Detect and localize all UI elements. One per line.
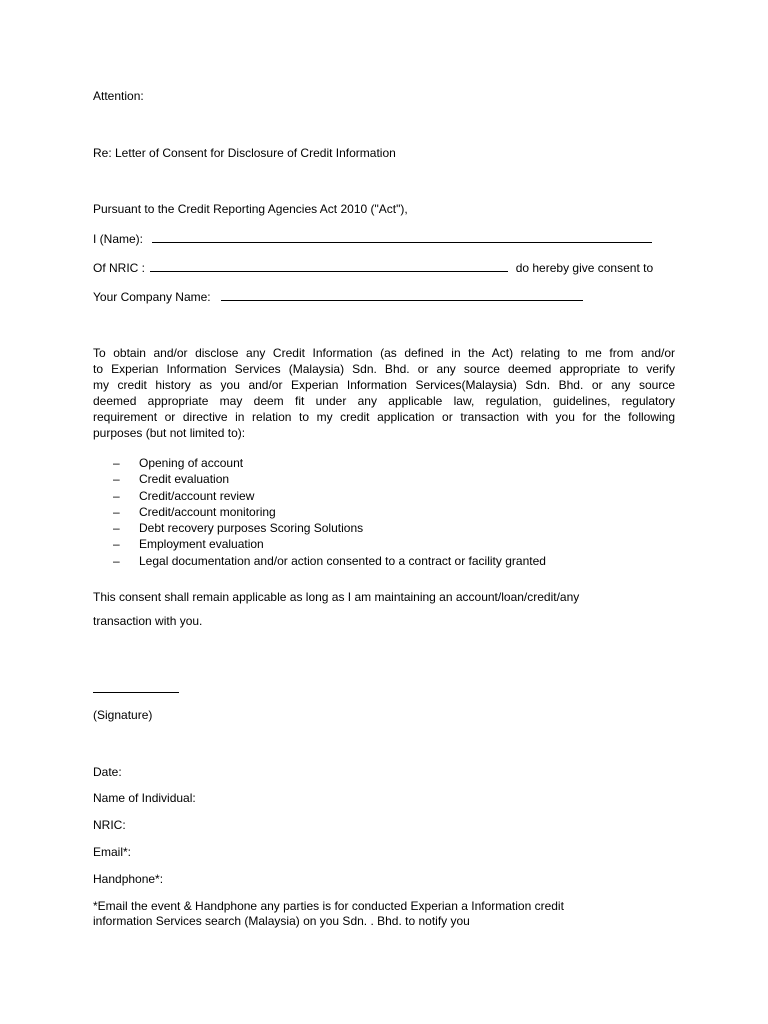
dash-bullet: – — [113, 521, 120, 536]
nric-field-row — [93, 260, 653, 276]
consent-paragraph — [93, 345, 675, 441]
list-item: – Credit/account monitoring — [113, 504, 276, 519]
name-of-individual-label: Name of Individual: — [93, 791, 196, 805]
signature-label: (Signature) — [93, 708, 153, 722]
name-blank-line[interactable] — [152, 231, 652, 243]
email-label: Email*: — [93, 845, 132, 859]
company-field-row — [93, 289, 583, 305]
nric-label: Of NRIC : — [93, 261, 146, 275]
signature-line[interactable] — [93, 692, 179, 693]
footnote-line-2: information Services search (Malaysia) on you Sdn. . Bhd. to notify you — [93, 914, 470, 928]
list-item: – Opening of account — [113, 456, 244, 470]
subject-line: Re: Letter of Consent for Disclosure of Credit Information — [93, 146, 396, 160]
footnote-line-1: *Email the event & Handphone any parties is for conducted Experian a Information credit — [93, 899, 564, 913]
list-item: – Employment evaluation — [113, 537, 264, 552]
paragraph-line: deemed appropriate may deem fit under any applicable law, regulation, guidelines, regulatory — [93, 394, 675, 408]
paragraph-line: my credit history as you and/or Experian Information Services(Malaysia) Sdn. Bhd. or any source — [93, 378, 675, 392]
paragraph-line: to Experian Information Services (Malaysia) Sdn. Bhd. or any source deemed appropriate to verify — [93, 362, 675, 376]
validity-line-1: This consent shall remain applicable as long as I am maintaining an account/loan/credit/any — [93, 590, 580, 604]
list-item: – Credit/account review — [113, 488, 255, 503]
date-label: Date: — [93, 765, 122, 779]
name-label: I (Name): — [93, 232, 144, 246]
company-blank-line[interactable] — [221, 289, 583, 301]
company-label: Your Company Name: — [93, 290, 211, 304]
attention-line: Attention: — [93, 89, 144, 103]
purposes-list — [113, 455, 546, 569]
name-field-row — [93, 231, 652, 247]
handphone-label: Handphone*: — [93, 872, 164, 886]
pursuant-line: Pursuant to the Credit Reporting Agencies Act 2010 ("Act"), — [93, 202, 408, 216]
dash-bullet: – — [113, 504, 120, 519]
dash-bullet: – — [113, 553, 120, 568]
paragraph-line: requirement or directive in relation to my credit application or transaction with you for the following — [93, 410, 675, 424]
consent-phrase: do hereby give consent to — [515, 261, 654, 275]
list-item: – Credit evaluation — [113, 472, 230, 487]
paragraph-line: purposes (but not limited to): — [93, 426, 246, 440]
list-item: – Debt recovery purposes Scoring Solutions — [113, 521, 364, 536]
dash-bullet: – — [113, 488, 120, 503]
dash-bullet: – — [113, 537, 120, 552]
list-item: – Legal documentation and/or action consented to a contract or facility granted — [113, 553, 546, 568]
validity-line-2: transaction with you. — [93, 614, 203, 628]
nric-blank-line[interactable] — [150, 260, 508, 272]
nric-footer-label: NRIC: — [93, 818, 126, 832]
paragraph-line: To obtain and/or disclose any Credit Information (as defined in the Act) relating to me from and/or — [93, 346, 675, 360]
dash-bullet: – — [113, 456, 120, 470]
dash-bullet: – — [113, 472, 120, 487]
